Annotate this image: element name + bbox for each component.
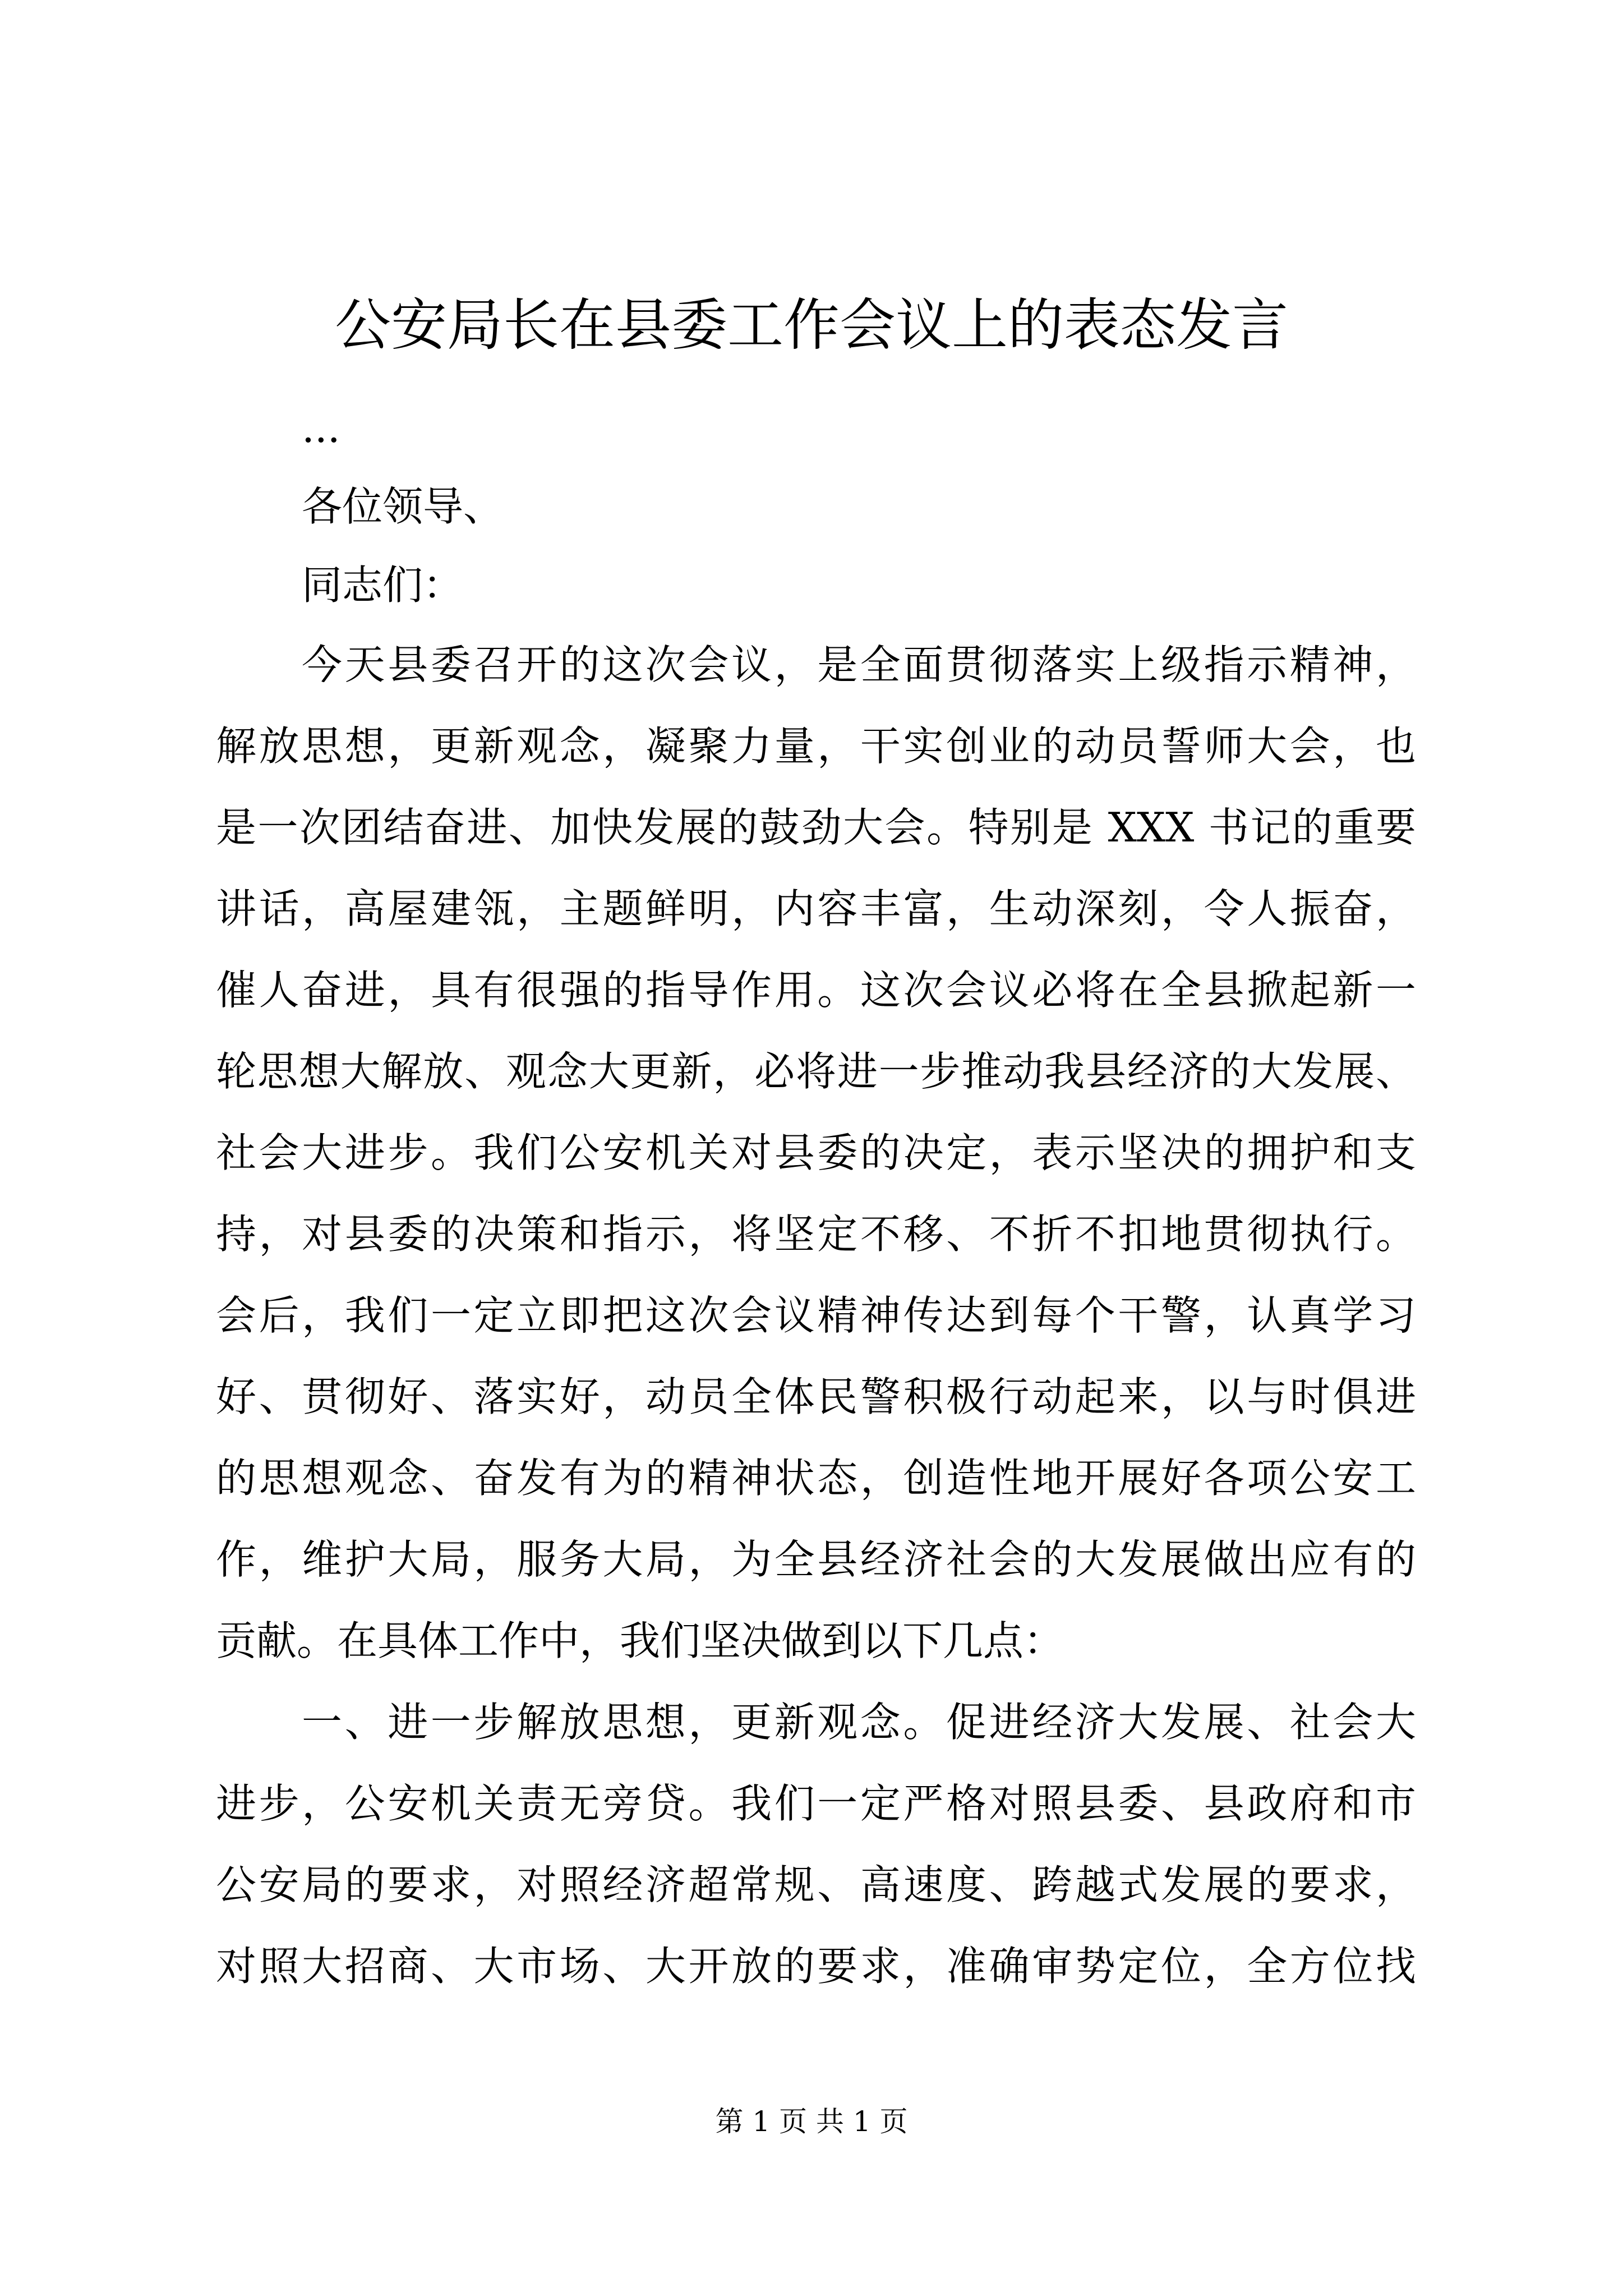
paragraph-line: 今天县委召开的这次会议，是全面贯彻落实上级指示精神， [302,641,1416,688]
paragraph-line: 持，对县委的决策和指示，将坚定不移、不折不扣地贯彻执行。 [216,1211,1416,1258]
salutation-leaders: 各位领导、 [302,483,504,530]
paragraph-line: 社会大进步。我们公安机关对县委的决定，表示坚决的拥护和支 [216,1129,1416,1176]
paragraph-line: 进步，公安机关责无旁贷。我们一定严格对照县委、县政府和市 [216,1780,1416,1827]
paragraph-line: 的思想观念、奋发有为的精神状态，创造性地开展好各项公安工 [216,1455,1416,1502]
paragraph-line: 贡献。在具体工作中，我们坚决做到以下几点： [216,1617,1064,1664]
paragraph-line: 会后，我们一定立即把这次会议精神传达到每个干警，认真学习 [216,1292,1416,1339]
paragraph-line: 讲话，高屋建瓴，主题鲜明，内容丰富，生动深刻，令人振奋， [216,885,1416,932]
paragraph-line: 作，维护大局，服务大局，为全县经济社会的大发展做出应有的 [216,1536,1416,1583]
document-title: 公安局长在县委工作会议上的表态发言 [335,292,1288,358]
paragraph-line: 公安局的要求，对照经济超常规、高速度、跨越式发展的要求， [216,1861,1416,1908]
paragraph-line: 解放思想，更新观念，凝聚力量，干实创业的动员誓师大会，也 [216,723,1416,770]
paragraph-line: 是一次团结奋进、加快发展的鼓劲大会。特别是 XXX 书记的重要 [216,804,1416,851]
page-number-footer: 第 1 页 共 1 页 [715,2105,908,2138]
salutation-comrades: 同志们： [302,562,464,609]
paragraph-line: 一、进一步解放思想，更新观念。促进经济大发展、社会大 [302,1699,1416,1746]
paragraph-line: 轮思想大解放、观念大更新，必将进一步推动我县经济的大发展、 [216,1048,1416,1095]
paragraph-line: 催人奋进，具有很强的指导作用。这次会议必将在全县掀起新一 [216,967,1416,1014]
ellipsis-line: ... [302,404,340,452]
paragraph-line: 好、贯彻好、落实好，动员全体民警积极行动起来，以与时俱进 [216,1373,1416,1420]
paragraph-line: 对照大招商、大市场、大开放的要求，准确审势定位，全方位找 [216,1943,1416,1990]
